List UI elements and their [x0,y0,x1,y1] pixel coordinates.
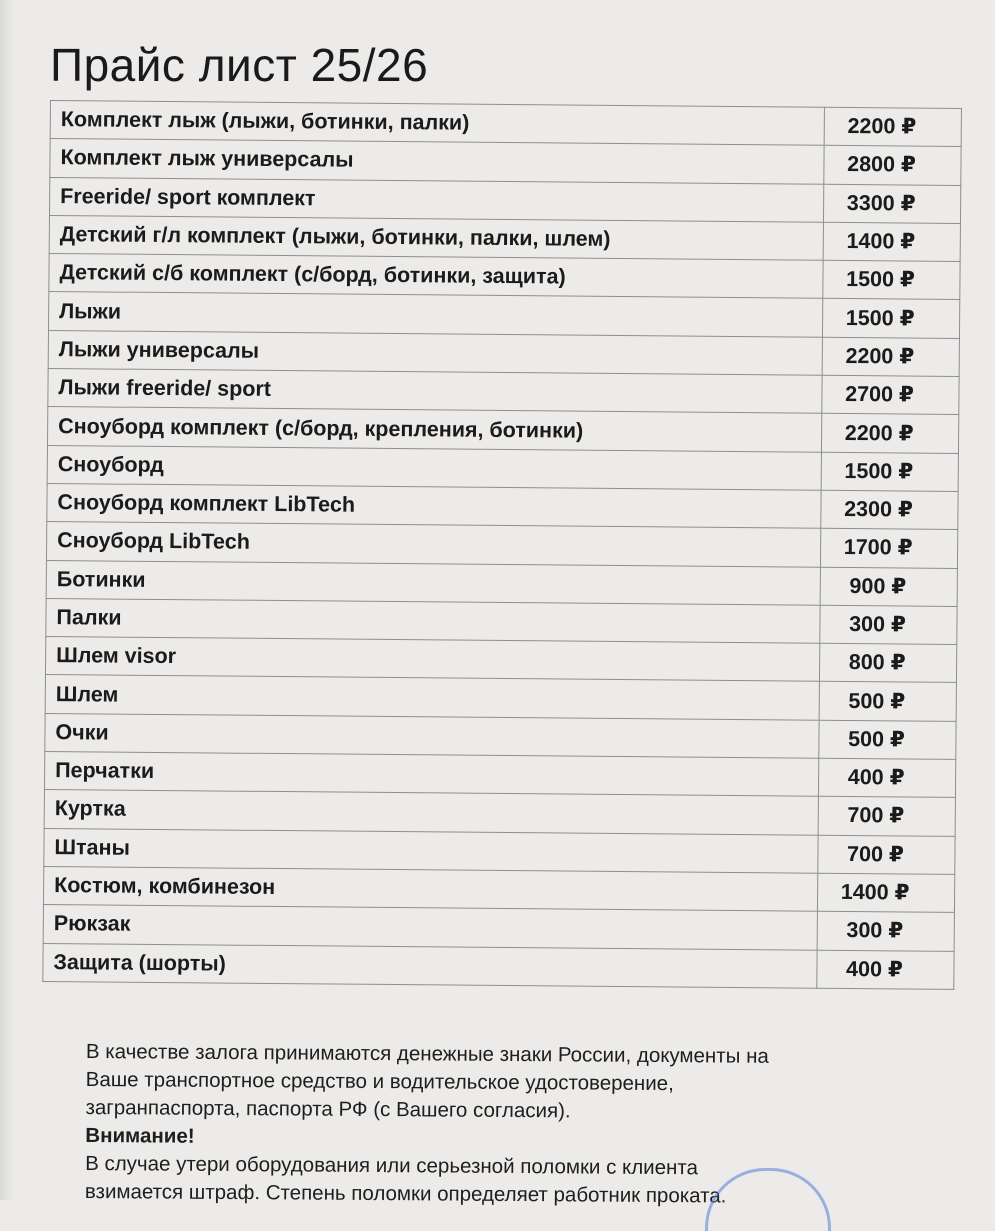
item-name-cell: Сноуборд комплект (с/борд, крепления, ботинки) [47,407,821,452]
item-price-cell: 2200 ₽ [822,414,959,453]
item-price-cell: 300 ₽ [817,911,954,950]
page-edge-shadow [0,0,14,1200]
item-name-cell: Сноуборд [47,445,821,490]
item-name-cell: Freeride/ sport комплект [49,177,823,222]
item-name-cell: Лыжи универсалы [48,330,822,375]
item-name-cell: Шлем visor [45,637,819,682]
item-name-cell: Рюкзак [43,905,817,950]
item-name-cell: Костюм, комбинезон [43,866,817,911]
price-table [42,100,962,990]
item-price-cell: 800 ₽ [820,643,957,682]
item-price-cell: 300 ₽ [820,605,957,644]
item-name-cell: Детский г/л комплект (лыжи, ботинки, палки, шлем) [49,215,823,260]
item-price-cell: 700 ₽ [818,797,955,836]
item-price-cell: 1400 ₽ [818,873,955,912]
item-price-cell: 2700 ₽ [822,375,959,414]
notes-block [85,1038,966,1212]
item-price-cell: 1500 ₽ [823,260,960,299]
item-name-cell: Куртка [44,790,818,835]
item-price-cell: 1500 ₽ [823,299,960,338]
item-name-cell: Детский с/б комплект (с/борд, ботинки, защита) [49,254,823,299]
item-price-cell: 400 ₽ [819,758,956,797]
item-price-cell: 2200 ₽ [824,107,961,146]
item-name-cell: Лыжи [48,292,822,337]
item-name-cell: Комплект лыж универсалы [50,139,824,184]
item-price-cell: 1400 ₽ [823,222,960,261]
item-name-cell: Ботинки [46,560,820,605]
item-price-cell: 500 ₽ [819,682,956,721]
item-price-cell: 1500 ₽ [821,452,958,491]
item-name-cell: Сноуборд комплект LibTech [47,483,821,528]
item-name-cell: Штаны [44,828,818,873]
item-name-cell: Палки [46,598,820,643]
page-title: Прайс лист 25/26 [50,39,429,91]
item-name-cell: Комплект лыж (лыжи, ботинки, палки) [50,101,824,146]
item-price-cell: 2800 ₽ [824,146,961,185]
item-price-cell: 500 ₽ [819,720,956,759]
item-name-cell: Лыжи freeride/ sport [48,369,822,414]
warning-text-line-2: взимается штраф. Степень поломки определяет работник проката. [84,1179,727,1208]
item-price-cell: 400 ₽ [817,950,954,989]
item-price-cell: 2300 ₽ [821,490,958,529]
attention-heading: Внимание! [85,1123,195,1148]
deposit-text-line-1: В качестве залога принимаются денежные знаки России, документы на [85,1040,769,1068]
deposit-text-line-2: Ваше транспортное средство и водительское удостоверение, [85,1067,674,1096]
item-price-cell: 700 ₽ [818,835,955,874]
item-price-cell: 2200 ₽ [822,337,959,376]
item-name-cell: Шлем [45,675,819,720]
table-row [43,943,954,989]
item-name-cell: Перчатки [44,752,818,797]
warning-text-line-1: В случае утери оборудования или серьезной поломки с клиента [85,1151,699,1180]
item-price-cell: 3300 ₽ [824,184,961,223]
item-price-cell: 1700 ₽ [821,529,958,568]
item-price-cell: 900 ₽ [820,567,957,606]
item-name-cell: Очки [45,713,819,758]
item-name-cell: Сноуборд LibTech [46,522,820,567]
item-name-cell: Защита (шорты) [43,943,817,988]
deposit-text-line-3: загранпаспорта, паспорта РФ (с Вашего согласия). [85,1095,571,1123]
